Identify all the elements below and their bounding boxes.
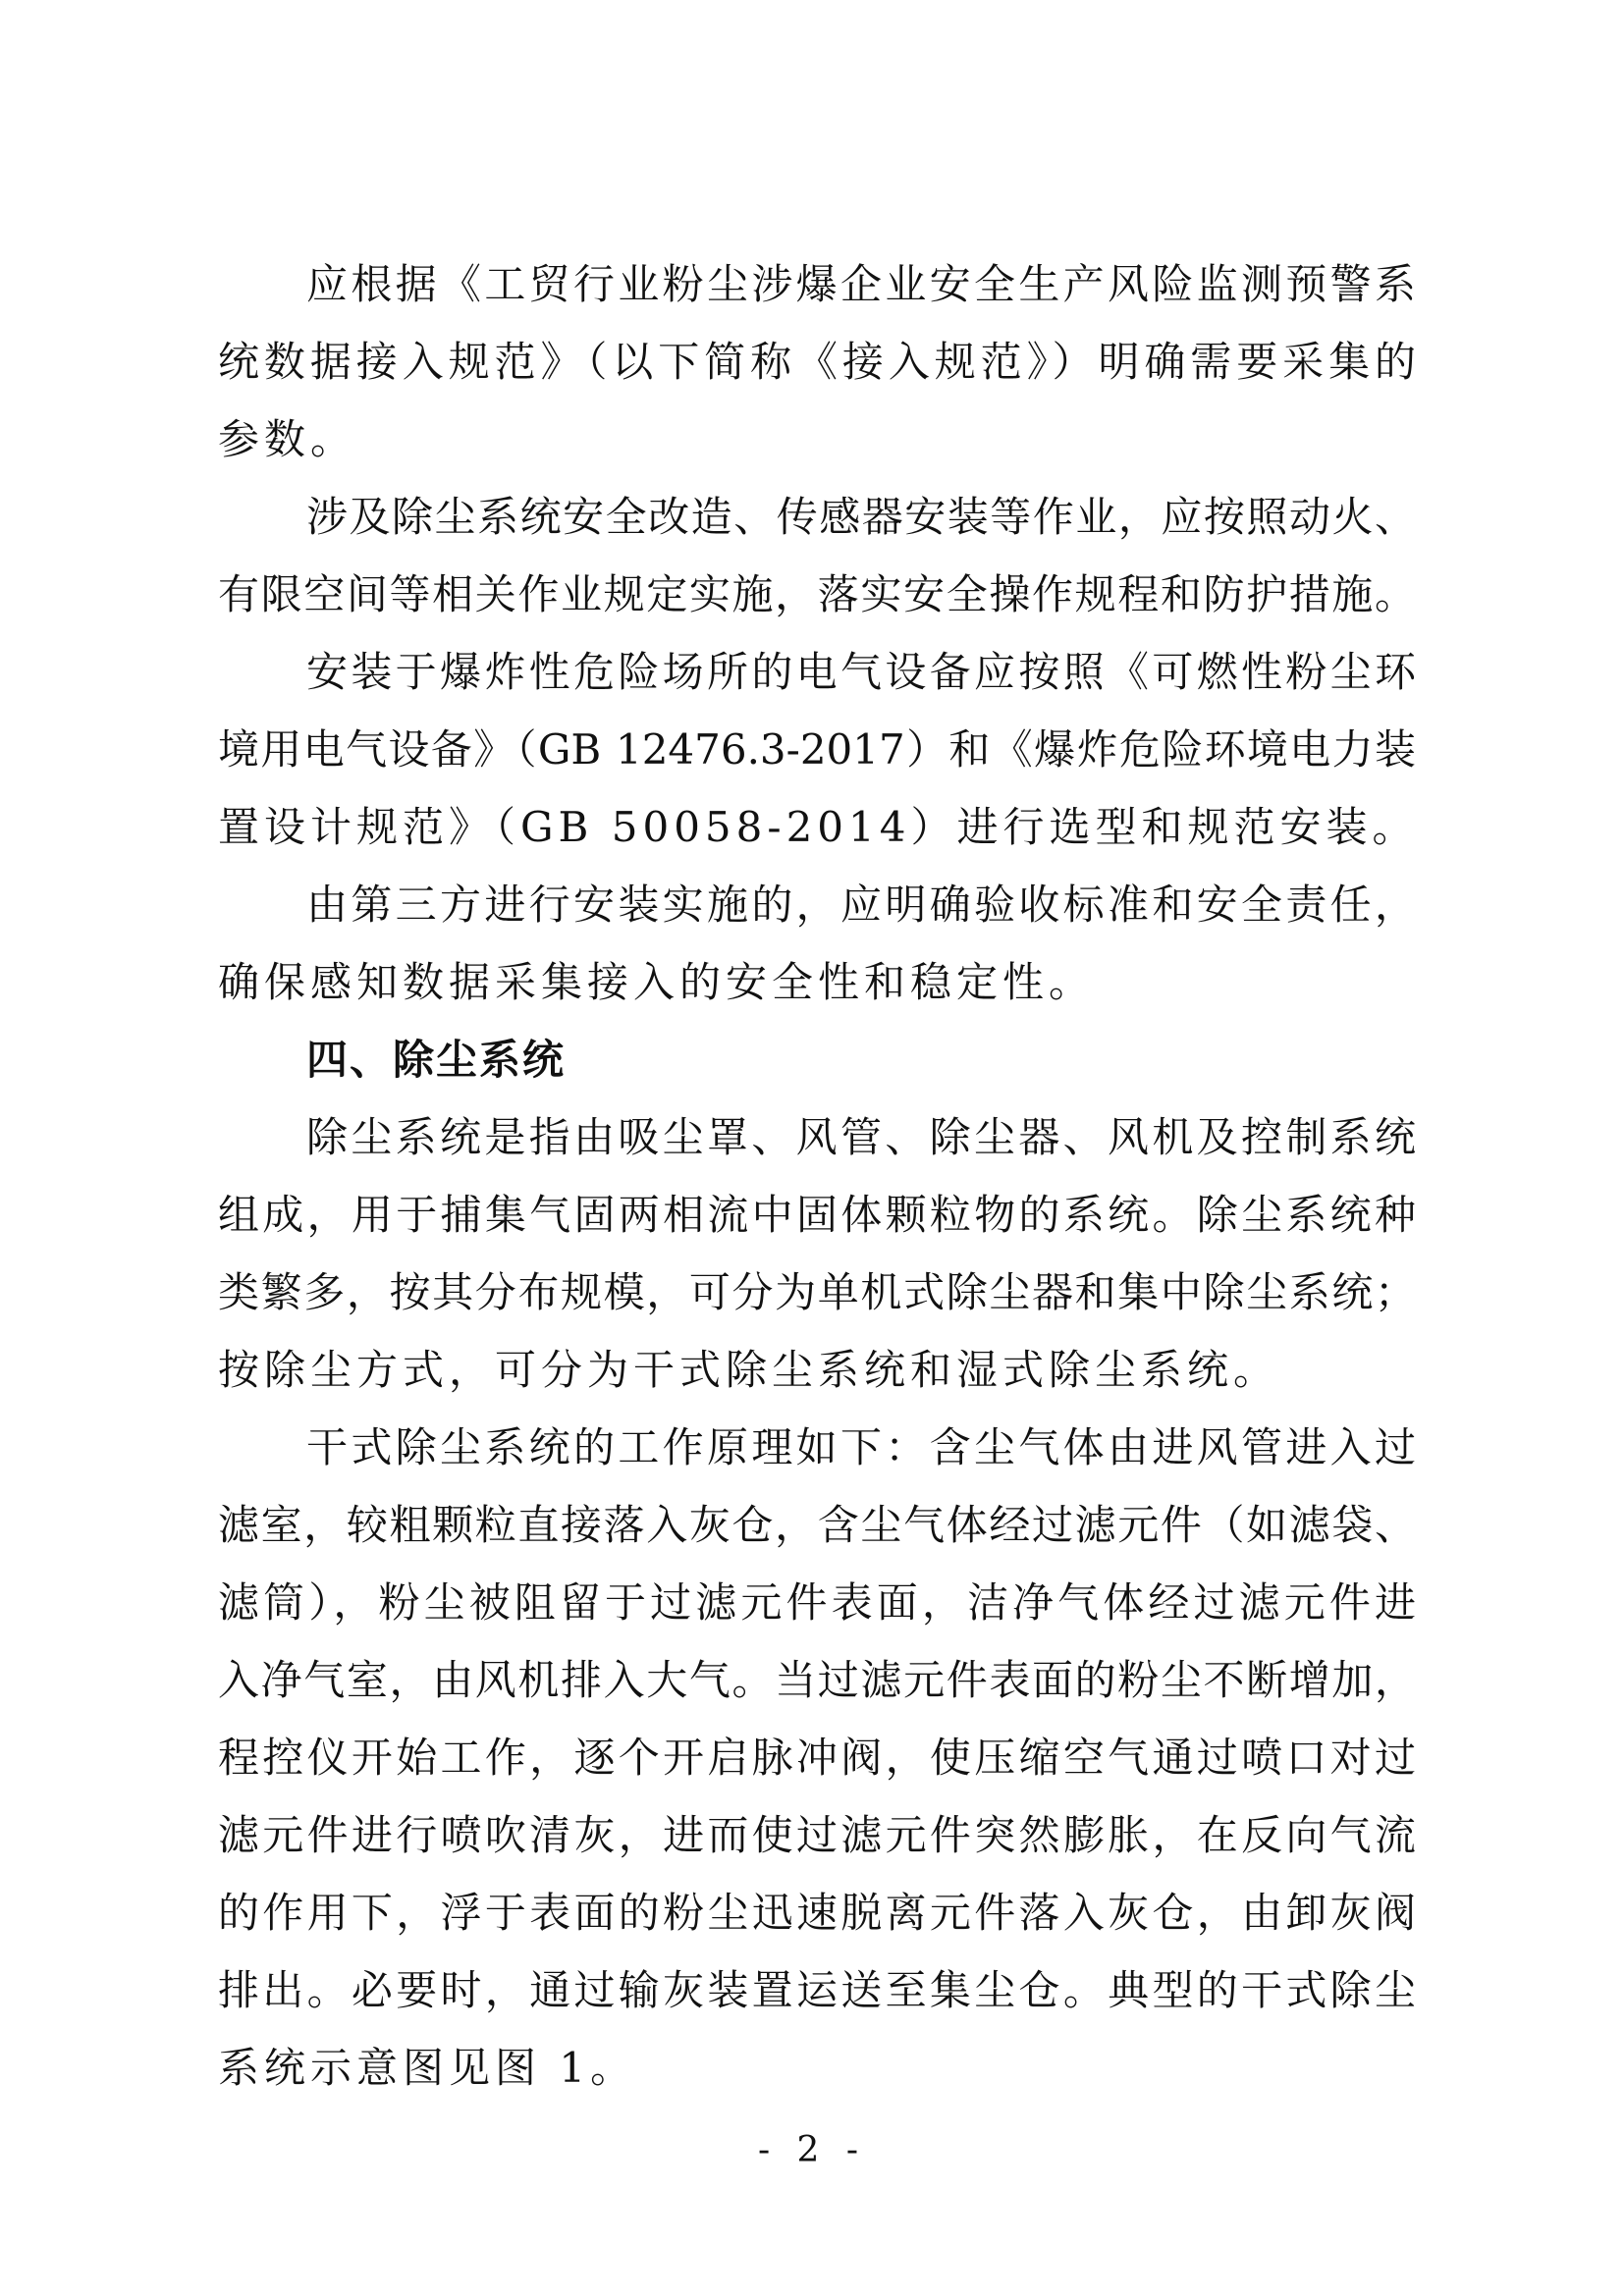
paragraph-line: 涉及除尘系统安全改造、传感器安装等作业，应按照动火、 [306, 493, 1416, 541]
paragraph-line: 排出。必要时，通过输灰装置运送至集尘仓。典型的干式除尘 [218, 1966, 1416, 2014]
paragraph-line: 置设计规范》（GB 50058-2014）进行选型和规范安装。 [218, 803, 1419, 851]
paragraph-line: 滤筒），粉尘被阻留于过滤元件表面，洁净气体经过滤元件进 [218, 1578, 1416, 1627]
paragraph-line: 的作用下，浮于表面的粉尘迅速脱离元件落入灰仓，由卸灰阀 [218, 1889, 1416, 1937]
paragraph-line: 系统示意图见图 1。 [218, 2044, 637, 2092]
paragraph-line: 有限空间等相关作业规定实施，落实安全操作规程和防护措施。 [218, 570, 1416, 618]
paragraph-line: 组成，用于捕集气固两相流中固体颗粒物的系统。除尘系统种 [218, 1191, 1416, 1239]
paragraph-line: 由第三方进行安装实施的，应明确验收标准和安全责任， [306, 881, 1416, 929]
paragraph-line: 确保感知数据采集接入的安全性和稳定性。 [218, 958, 1096, 1006]
section-heading: 四、除尘系统 [306, 1036, 567, 1084]
paragraph-line: 安装于爆炸性危险场所的电气设备应按照《可燃性粉尘环 [306, 648, 1416, 696]
paragraph-line: 干式除尘系统的工作原理如下：含尘气体由进风管进入过 [306, 1423, 1416, 1471]
paragraph-line: 按除尘方式，可分为干式除尘系统和湿式除尘系统。 [218, 1346, 1280, 1394]
paragraph-line: 滤元件进行喷吹清灰，进而使过滤元件突然膨胀，在反向气流 [218, 1811, 1416, 1859]
page-number: - 2 - [757, 2130, 867, 2170]
paragraph-line: 应根据《工贸行业粉尘涉爆企业安全生产风险监测预警系 [306, 260, 1416, 308]
document-body [218, 245, 1419, 2107]
paragraph-line: 程控仪开始工作，逐个开启脉冲阀，使压缩空气通过喷口对过 [218, 1734, 1416, 1782]
paragraph-line: 除尘系统是指由吸尘罩、风管、除尘器、风机及控制系统 [306, 1113, 1416, 1161]
paragraph-line: 统数据接入规范》（以下简称《接入规范》）明确需要采集的 [218, 338, 1416, 386]
paragraph-line: 类繁多，按其分布规模，可分为单机式除尘器和集中除尘系统； [218, 1268, 1416, 1316]
paragraph-line: 入净气室，由风机排入大气。当过滤元件表面的粉尘不断增加， [218, 1656, 1416, 1704]
paragraph-line: 参数。 [218, 415, 357, 463]
paragraph-line: 滤室，较粗颗粒直接落入灰仓，含尘气体经过滤元件（如滤袋、 [218, 1501, 1416, 1549]
paragraph-line: 境用电气设备》（GB 12476.3-2017）和《爆炸危险环境电力装 [218, 725, 1416, 774]
